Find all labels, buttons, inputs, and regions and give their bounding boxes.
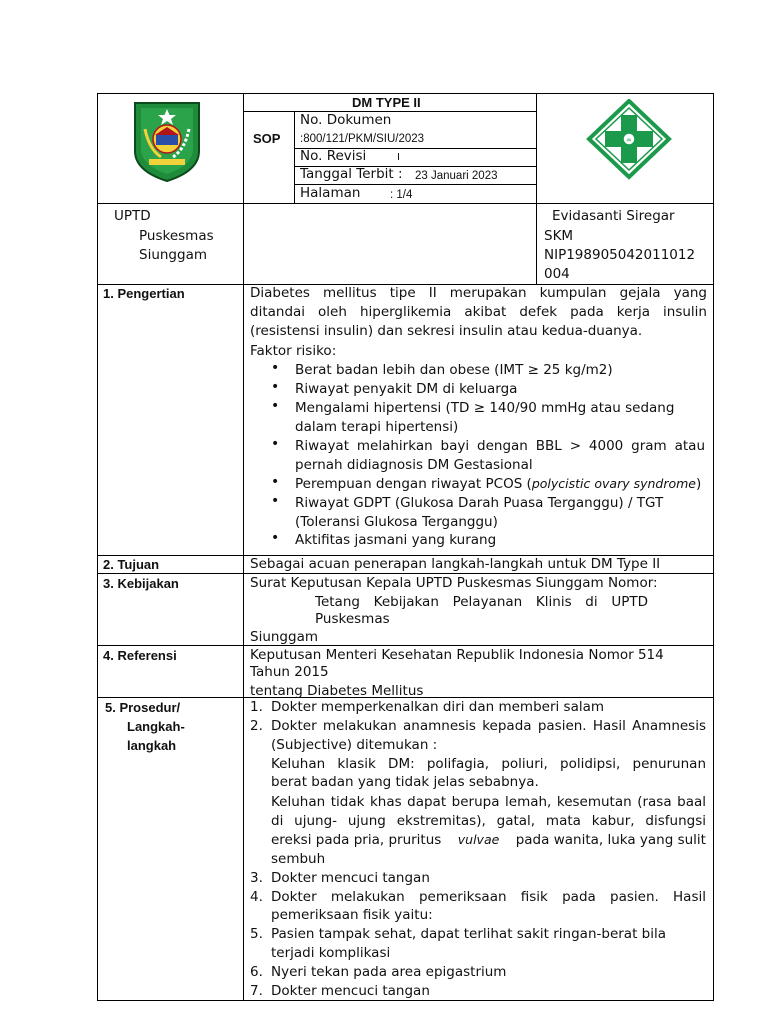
sop-label: SOP [253, 131, 281, 146]
section-prosedur-label-2: Langkah- [127, 719, 185, 734]
pengertian-line-3: (resistensi insulin) dan sekresi insulin atau kedua-duanya. [250, 323, 643, 339]
step-text: Pasien tampak sehat, dapat terlihat sakit ringan-berat bila [271, 926, 667, 942]
vulvae-suffix: pada wanita, luka yang sulit [515, 832, 706, 848]
bullet-dot: • [271, 398, 280, 414]
step-text: Nyeri tekan pada area epigastrium [271, 964, 507, 980]
signer-nip-2: 004 [544, 266, 570, 282]
pcos-text: Perempuan dengan riwayat PCOS ( [295, 476, 532, 492]
step-number: 3. [250, 870, 263, 886]
no-dokumen-label: No. Dokumen [300, 112, 392, 128]
document-title: DM TYPE II [352, 95, 421, 110]
referensi-line-1: Keputusan Menteri Kesehatan Republik Indonesia Nomor 514 [250, 647, 664, 663]
risk-item-continued: (Toleransi Glukosa Terganggu) [295, 514, 498, 530]
section-referensi-label: 4. Referensi [103, 648, 177, 663]
kebijakan-line-2: Tetang Kebijakan Pelayanan Klinis di UPTD [315, 594, 648, 610]
step-text-continued: pemeriksaan fisik yaitu: [271, 907, 433, 923]
tujuan-text: Sebagai acuan penerapan langkah-langkah untuk DM Type II [250, 556, 661, 572]
step-number: 6. [250, 964, 263, 980]
step-text-continued: berat badan yang tidak jelas sebabnya. [271, 774, 539, 790]
no-revisi-value: I [397, 152, 400, 163]
step-text-continued: di ujung- ujung ekstremitas), gatal, mata kabur, disfungsi [271, 813, 706, 829]
risk-item: Riwayat GDPT (Glukosa Darah Puasa Terganggu) / TGT [295, 495, 664, 511]
regional-logo [131, 99, 203, 183]
pengertian-line-1: Diabetes mellitus tipe II merupakan kumpulan gejala yang [250, 285, 707, 301]
section-tujuan-label: 2. Tujuan [103, 557, 160, 572]
signer-title: SKM [544, 228, 574, 244]
pengertian-line-2: ditandai oleh hiperglikemia akibat defek pada kerja insulin [250, 304, 707, 320]
bullet-dot: • [271, 530, 280, 546]
bullet-dot: • [271, 360, 280, 376]
risk-item: Mengalami hipertensi (TD ≥ 140/90 mmHg atau sedang [295, 400, 675, 416]
vulvae-italic: vulvae [457, 832, 500, 847]
step-text-continued: terjadi komplikasi [271, 945, 391, 961]
institution-puskesmas: Puskesmas [139, 228, 214, 244]
step-text: Dokter melakukan anamnesis kepada pasien. Hasil Anamnesis [271, 718, 706, 734]
puskesmas-logo [586, 99, 672, 181]
step-number: 2. [250, 718, 263, 734]
referensi-line-2: Tahun 2015 [250, 664, 329, 680]
step-text: Dokter mencuci tangan [271, 870, 430, 886]
risk-item: Aktifitas jasmani yang kurang [295, 532, 497, 548]
section-pengertian-label: 1. Pengertian [103, 286, 185, 301]
step-text: Dokter mencuci tangan [271, 983, 430, 999]
bullet-dot: • [271, 474, 280, 490]
step-text-continued: Keluhan klasik DM: polifagia, poliuri, polidipsi, penurunan [271, 756, 706, 772]
halaman-label: Halaman [300, 185, 361, 201]
step-text-vulvae-line [271, 831, 706, 850]
pcos-close: ) [696, 476, 702, 492]
signer-name: Evidasanti Siregar [552, 208, 675, 224]
kebijakan-line-3: Puskesmas [315, 611, 390, 627]
faktor-risiko-label: Faktor risiko: [250, 343, 337, 359]
pcos-italic: polycistic ovary syndrome [531, 476, 696, 491]
step-text-continued: sembuh [271, 851, 326, 867]
signer-nip-1: NIP198905042011012 [544, 247, 696, 263]
svg-text:∞: ∞ [626, 136, 632, 144]
bullet-dot: • [271, 379, 280, 395]
risk-item-continued: dalam terapi hipertensi) [295, 419, 459, 435]
referensi-line-3: tentang Diabetes Mellitus [250, 683, 424, 699]
step-number: 7. [250, 983, 263, 999]
bullet-dot: • [271, 493, 280, 509]
risk-item: Riwayat melahirkan bayi dengan BBL > 4000 gram atau [295, 438, 705, 454]
kebijakan-line-1: Surat Keputusan Kepala UPTD Puskesmas Siunggam Nomor: [250, 575, 658, 591]
tanggal-terbit-label: Tanggal Terbit : [300, 166, 403, 182]
section-prosedur-label: 5. Prosedur/ [105, 700, 181, 715]
vulvae-prefix: ereksi pada pria, pruritus [271, 832, 442, 848]
bullet-dot: • [271, 436, 280, 452]
step-number: 5. [250, 926, 263, 942]
kebijakan-line-4: Siunggam [250, 629, 318, 645]
risk-item-continued: pernah didiagnosis DM Gestasional [295, 457, 533, 473]
step-text-continued: Keluhan tidak khas dapat berupa lemah, kesemutan (rasa baal [271, 794, 706, 810]
no-dokumen-value: :800/121/PKM/SIU/2023 [300, 133, 425, 145]
tanggal-terbit-value: 23 Januari 2023 [415, 170, 498, 182]
institution-uptd: UPTD [114, 208, 151, 224]
section-prosedur-label-3: langkah [127, 738, 177, 753]
institution-siunggam: Siunggam [139, 247, 207, 263]
no-revisi-label: No. Revisi [300, 148, 367, 164]
halaman-value: : 1/4 [390, 189, 413, 201]
step-text: Dokter memperkenalkan diri dan memberi salam [271, 699, 605, 715]
risk-item-pcos [295, 475, 701, 494]
step-number: 4. [250, 889, 263, 905]
step-text: Dokter melakukan pemeriksaan fisik pada pasien. Hasil [271, 889, 706, 905]
risk-item: Berat badan lebih dan obese (IMT ≥ 25 kg/m2) [295, 362, 613, 378]
section-kebijakan-label: 3. Kebijakan [103, 576, 179, 591]
step-number: 1. [250, 699, 263, 715]
step-text-continued: (Subjective) ditemukan : [271, 737, 438, 753]
risk-item: Riwayat penyakit DM di keluarga [295, 381, 518, 397]
